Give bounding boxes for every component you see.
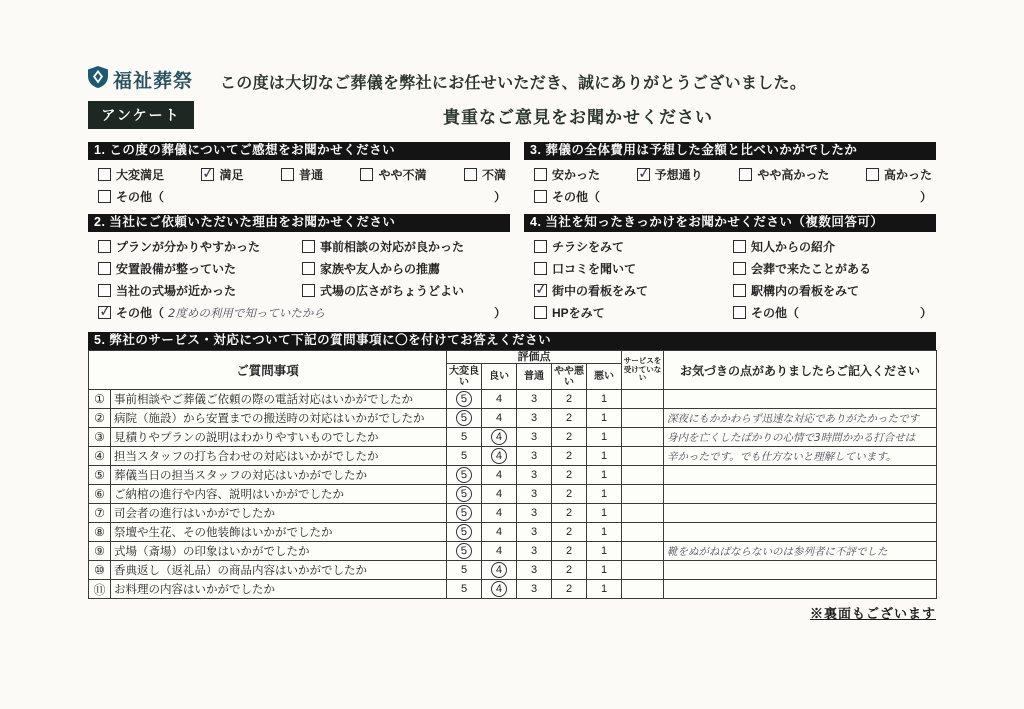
checkbox-option[interactable] — [281, 166, 323, 183]
option-label: 知人からの紹介 — [751, 240, 836, 254]
option-label: 満足 — [219, 168, 244, 182]
comment-cell[interactable] — [664, 485, 937, 504]
checkbox-unchecked-icon[interactable] — [534, 306, 547, 319]
rating-cell[interactable] — [447, 542, 482, 561]
row-number: ③ — [89, 428, 111, 447]
checkbox-option[interactable] — [464, 166, 506, 183]
rating-cell[interactable]: 2 — [552, 504, 587, 523]
checkbox-checked-icon[interactable] — [534, 284, 547, 297]
row-question: 祭壇や生花、その他装飾はいかがでしたか — [111, 523, 447, 542]
option-label: その他（ — [552, 190, 601, 204]
checkbox-option[interactable] — [98, 260, 302, 277]
no-service-cell[interactable] — [622, 542, 664, 561]
rating-cell[interactable]: 4 — [482, 542, 517, 561]
rating-cell[interactable]: 2 — [552, 542, 587, 561]
shield-logo-icon — [88, 66, 108, 93]
scale-label: 悪い — [587, 364, 622, 390]
comment-cell[interactable] — [664, 390, 937, 409]
scale-label: やや悪い — [552, 364, 587, 390]
question-sections — [88, 142, 936, 330]
checkbox-unchecked-icon[interactable] — [464, 168, 477, 181]
rating-cell[interactable] — [482, 561, 517, 580]
option-label: HPをみて — [552, 306, 605, 320]
company-name: 福祉葬祭 — [113, 71, 194, 92]
rating-cell[interactable]: 1 — [587, 390, 622, 409]
rating-cell[interactable]: 4 — [482, 466, 517, 485]
rating-cell[interactable]: 3 — [517, 466, 552, 485]
row-number: ⑪ — [89, 580, 111, 599]
option-row — [98, 303, 506, 322]
scale-label: 良い — [482, 364, 517, 390]
circled-rating: 5 — [455, 504, 472, 521]
rating-cell[interactable]: 3 — [517, 409, 552, 428]
rating-cell[interactable] — [447, 409, 482, 428]
option-label: 大変満足 — [116, 168, 165, 182]
row-number: ② — [89, 409, 111, 428]
checkbox-option[interactable] — [98, 304, 506, 321]
section-3-options — [524, 160, 936, 206]
rating-cell[interactable]: 1 — [587, 561, 622, 580]
option-row — [98, 259, 506, 278]
checkbox-unchecked-icon[interactable] — [534, 168, 547, 181]
rating-cell[interactable] — [447, 523, 482, 542]
survey-form — [88, 66, 936, 622]
rating-cell[interactable]: 1 — [587, 447, 622, 466]
circled-rating: 5 — [455, 485, 472, 502]
option-label: その他（ — [116, 306, 165, 320]
service-table-row — [89, 409, 937, 428]
checkbox-unchecked-icon[interactable] — [733, 306, 746, 319]
section-3-title: 3. 葬儀の全体費用は予想した金額と比べいかがでしたか — [524, 142, 936, 160]
option-row — [98, 165, 506, 184]
checkbox-unchecked-icon[interactable] — [733, 284, 746, 297]
checkbox-checked-icon[interactable] — [201, 168, 214, 181]
checkbox-unchecked-icon[interactable] — [360, 168, 373, 181]
service-table-row — [89, 542, 937, 561]
checkbox-unchecked-icon[interactable] — [739, 168, 752, 181]
rating-cell[interactable]: 2 — [552, 466, 587, 485]
row-number: ⑥ — [89, 485, 111, 504]
checkbox-option[interactable] — [733, 238, 932, 255]
option-label: その他（ — [116, 190, 165, 204]
checkbox-option[interactable] — [534, 238, 733, 255]
section-2-options — [88, 232, 510, 322]
row-number: ⑨ — [89, 542, 111, 561]
option-label: 家族や友人からの推薦 — [320, 262, 441, 276]
checkbox-option[interactable] — [733, 304, 932, 321]
scale-label: 大変良い — [447, 364, 482, 390]
service-table-row — [89, 390, 937, 409]
option-row — [534, 187, 932, 206]
option-label: 高かった — [883, 168, 932, 182]
comment-cell[interactable] — [664, 542, 937, 561]
option-label: 駅構内の看板をみて — [751, 284, 860, 298]
rating-cell[interactable] — [482, 580, 517, 599]
checkbox-option[interactable] — [534, 166, 600, 183]
option-row — [534, 281, 932, 300]
rating-cell[interactable]: 1 — [587, 466, 622, 485]
option-row — [534, 259, 932, 278]
right-column — [524, 142, 936, 330]
section-4-title: 4. 当社を知ったきっかけをお聞かせください（複数回答可） — [524, 214, 936, 232]
option-label: 事前相談の対応が良かった — [320, 240, 465, 254]
handwritten-comment: 辛かったです。でも仕方ないと理解しています。 — [667, 450, 897, 463]
questionnaire-badge: アンケート — [88, 101, 194, 129]
checkbox-unchecked-icon[interactable] — [534, 190, 547, 203]
scale-label: 普通 — [517, 364, 552, 390]
rating-cell[interactable] — [447, 504, 482, 523]
comment-cell[interactable] — [664, 409, 937, 428]
checkbox-unchecked-icon[interactable] — [281, 168, 294, 181]
rating-cell[interactable]: 3 — [517, 561, 552, 580]
checkbox-unchecked-icon[interactable] — [98, 284, 111, 297]
row-number: ⑧ — [89, 523, 111, 542]
handwritten-comment: 深夜にもかかわらず迅速な対応でありがたかったです — [667, 412, 920, 425]
checkbox-option[interactable] — [534, 188, 932, 205]
rating-cell[interactable]: 3 — [517, 504, 552, 523]
section-3 — [524, 142, 936, 206]
no-service-cell[interactable] — [622, 580, 664, 599]
section-1-title: 1. この度の葬儀についてご感想をお聞かせください — [88, 142, 510, 160]
checkbox-option[interactable] — [98, 188, 506, 205]
rating-cell[interactable]: 1 — [587, 580, 622, 599]
checkbox-unchecked-icon[interactable] — [98, 262, 111, 275]
option-label: 口コミを聞いて — [552, 262, 637, 276]
service-table-row — [89, 580, 937, 599]
section-4 — [524, 214, 936, 322]
option-row — [98, 237, 506, 256]
checkbox-option[interactable] — [739, 166, 829, 183]
rating-cell[interactable] — [482, 428, 517, 447]
comment-cell[interactable] — [664, 561, 937, 580]
rating-cell[interactable]: 1 — [587, 409, 622, 428]
service-rating-table — [88, 350, 937, 599]
section-2-title: 2. 当社にご依頼いただいた理由をお聞かせください — [88, 214, 510, 232]
rating-cell[interactable]: 2 — [552, 523, 587, 542]
circled-rating: 5 — [455, 466, 472, 483]
option-label: プランが分かりやすかった — [116, 240, 261, 254]
checkbox-option[interactable] — [201, 166, 243, 183]
row-question: 見積りやプランの説明はわかりやすいものでしたか — [111, 428, 447, 447]
other-handwritten-text: 2度めの利用で知っていたから — [168, 305, 325, 320]
no-service-cell[interactable] — [622, 466, 664, 485]
rating-cell[interactable] — [482, 447, 517, 466]
back-side-note: ※裏面もございます — [809, 606, 936, 621]
left-column — [88, 142, 510, 330]
rating-cell[interactable]: 1 — [587, 485, 622, 504]
no-service-column-header: サービスを受けていない — [622, 351, 664, 390]
row-number: ⑤ — [89, 466, 111, 485]
service-table-row — [89, 428, 937, 447]
checkbox-option[interactable] — [98, 238, 302, 255]
thanks-message: この度は大切なご葬儀を弊社にお任せいただき、誠にありがとうございました。 — [220, 75, 807, 92]
comment-cell[interactable] — [664, 428, 937, 447]
rating-cell[interactable]: 2 — [552, 485, 587, 504]
comment-cell[interactable] — [664, 580, 937, 599]
service-table-row — [89, 504, 937, 523]
close-paren: ） — [493, 306, 506, 320]
checkbox-unchecked-icon[interactable] — [866, 168, 879, 181]
row-number: ① — [89, 390, 111, 409]
row-question: 事前相談やご葬儀ご依頼の際の電話対応はいかがでしたか — [111, 390, 447, 409]
service-table-row — [89, 523, 937, 542]
option-row — [534, 165, 932, 184]
checkbox-unchecked-icon[interactable] — [302, 284, 315, 297]
checkbox-unchecked-icon[interactable] — [534, 262, 547, 275]
row-question: 香典返し（返礼品）の商品内容はいかがでしたか — [111, 561, 447, 580]
row-number: ⑦ — [89, 504, 111, 523]
rating-cell[interactable]: 1 — [587, 542, 622, 561]
rating-cell[interactable]: 3 — [517, 485, 552, 504]
rating-cell[interactable]: 2 — [552, 428, 587, 447]
company-logo — [88, 66, 220, 93]
rating-cell[interactable] — [447, 466, 482, 485]
checkbox-unchecked-icon[interactable] — [534, 240, 547, 253]
service-table-row — [89, 561, 937, 580]
checkbox-option[interactable] — [302, 282, 506, 299]
close-paren: ） — [919, 190, 932, 204]
row-question: 病院（施設）から安置までの搬送時の対応はいかがでしたか — [111, 409, 447, 428]
rating-cell[interactable]: 5 — [447, 447, 482, 466]
rating-cell[interactable]: 3 — [517, 428, 552, 447]
circled-rating: 5 — [455, 523, 472, 540]
circled-rating: 5 — [455, 542, 472, 559]
checkbox-option[interactable] — [98, 166, 164, 183]
no-service-cell[interactable] — [622, 409, 664, 428]
row-question: 式場（斎場）の印象はいかがでしたか — [111, 542, 447, 561]
option-label: 安置設備が整っていた — [116, 262, 237, 276]
row-question: 司会者の進行はいかがでしたか — [111, 504, 447, 523]
row-number: ④ — [89, 447, 111, 466]
rating-cell[interactable]: 3 — [517, 447, 552, 466]
rating-cell[interactable] — [447, 390, 482, 409]
comment-column-header: お気づきの点がありましたらご記入ください — [664, 351, 937, 390]
option-label: その他（ — [751, 306, 800, 320]
header-text-block — [220, 66, 936, 129]
option-label: 式場の広さがちょうどよい — [320, 284, 465, 298]
checkbox-option[interactable] — [534, 304, 733, 321]
rating-cell[interactable]: 2 — [552, 580, 587, 599]
option-row — [534, 303, 932, 322]
rating-cell[interactable]: 4 — [482, 523, 517, 542]
option-row — [98, 281, 506, 300]
question-column-header: ご質問事項 — [89, 351, 447, 390]
comment-cell[interactable] — [664, 504, 937, 523]
option-label: やや高かった — [757, 168, 830, 182]
section-5-title: 5. 弊社のサービス・対応について下記の質問事項に〇を付けてお答えください — [88, 332, 936, 350]
checkbox-option[interactable] — [733, 260, 932, 277]
rating-cell[interactable]: 4 — [482, 390, 517, 409]
option-label: 安かった — [552, 168, 601, 182]
row-question: 葬儀当日の担当スタッフの対応はいかがでしたか — [111, 466, 447, 485]
checkbox-option[interactable] — [534, 260, 733, 277]
circled-rating: 4 — [490, 580, 507, 597]
section-1 — [88, 142, 510, 206]
checkbox-unchecked-icon[interactable] — [98, 240, 111, 253]
option-label: 不満 — [481, 168, 506, 182]
handwritten-comment: 身内を亡くしたばかりの心情で3時間かかる打合せは — [667, 431, 916, 444]
option-row — [98, 187, 506, 206]
close-paren: ） — [919, 306, 932, 320]
circled-rating: 5 — [455, 409, 472, 426]
checkbox-unchecked-icon[interactable] — [733, 240, 746, 253]
rating-cell[interactable]: 3 — [517, 390, 552, 409]
service-table-body — [89, 390, 937, 599]
checkbox-option[interactable] — [637, 166, 703, 183]
brand-block — [88, 66, 220, 129]
eval-points-header: 評価点 — [447, 351, 622, 364]
option-label: 普通 — [298, 168, 323, 182]
circled-rating: 5 — [455, 390, 472, 407]
option-label: 当社の式場が近かった — [116, 284, 237, 298]
rating-cell[interactable]: 5 — [447, 428, 482, 447]
section-1-options — [88, 160, 510, 206]
circled-rating: 4 — [490, 428, 507, 445]
form-subtitle: 貴重なご意見をお聞かせください — [443, 108, 713, 127]
no-service-cell[interactable] — [622, 428, 664, 447]
rating-cell[interactable]: 3 — [517, 523, 552, 542]
no-service-cell[interactable] — [622, 485, 664, 504]
checkbox-unchecked-icon[interactable] — [98, 168, 111, 181]
rating-cell[interactable]: 4 — [482, 409, 517, 428]
no-service-cell[interactable] — [622, 523, 664, 542]
rating-cell[interactable]: 4 — [482, 504, 517, 523]
rating-cell[interactable]: 3 — [517, 542, 552, 561]
circled-rating: 4 — [490, 561, 507, 578]
option-label: 予想通り — [654, 168, 703, 182]
option-row — [534, 237, 932, 256]
checkbox-option[interactable] — [98, 282, 302, 299]
handwritten-comment: 靴をぬがねばならないのは参列者に不評でした — [667, 545, 888, 558]
checkbox-option[interactable] — [302, 238, 506, 255]
checkbox-unchecked-icon[interactable] — [302, 240, 315, 253]
comment-cell[interactable] — [664, 523, 937, 542]
option-label: やや不満 — [378, 168, 427, 182]
rating-cell[interactable] — [447, 485, 482, 504]
no-service-cell[interactable] — [622, 561, 664, 580]
rating-cell[interactable]: 5 — [447, 580, 482, 599]
checkbox-option[interactable] — [360, 166, 426, 183]
rating-cell[interactable]: 5 — [447, 561, 482, 580]
rating-cell[interactable]: 1 — [587, 428, 622, 447]
checkbox-option[interactable] — [866, 166, 932, 183]
checkbox-checked-icon[interactable] — [98, 306, 111, 319]
comment-cell[interactable] — [664, 466, 937, 485]
checkbox-unchecked-icon[interactable] — [733, 262, 746, 275]
checkbox-unchecked-icon[interactable] — [98, 190, 111, 203]
rating-cell[interactable]: 2 — [552, 447, 587, 466]
section-2 — [88, 214, 510, 322]
checkbox-option[interactable] — [302, 260, 506, 277]
row-number: ⑩ — [89, 561, 111, 580]
rating-cell[interactable]: 4 — [482, 485, 517, 504]
close-paren: ） — [493, 190, 506, 204]
rating-cell[interactable]: 2 — [552, 561, 587, 580]
option-label: チラシをみて — [552, 240, 625, 254]
checkbox-option[interactable] — [534, 282, 733, 299]
no-service-cell[interactable] — [622, 504, 664, 523]
comment-cell[interactable] — [664, 447, 937, 466]
no-service-cell[interactable] — [622, 447, 664, 466]
row-question: ご納棺の進行や内容、説明はいかがでしたか — [111, 485, 447, 504]
circled-rating: 4 — [490, 447, 507, 464]
row-question: 担当スタッフの打ち合わせの対応はいかがでしたか — [111, 447, 447, 466]
form-header — [88, 66, 936, 129]
option-label: 街中の看板をみて — [552, 284, 649, 298]
rating-cell[interactable]: 2 — [552, 390, 587, 409]
checkbox-checked-icon[interactable] — [637, 168, 650, 181]
checkbox-unchecked-icon[interactable] — [302, 262, 315, 275]
service-table-row — [89, 466, 937, 485]
rating-cell[interactable]: 1 — [587, 504, 622, 523]
section-4-options — [524, 232, 936, 322]
checkbox-option[interactable] — [733, 282, 932, 299]
service-table-row — [89, 447, 937, 466]
section-5 — [88, 332, 936, 599]
option-label: 会葬で来たことがある — [751, 262, 872, 276]
rating-cell[interactable]: 3 — [517, 580, 552, 599]
rating-cell[interactable]: 2 — [552, 409, 587, 428]
row-question: お料理の内容はいかがでしたか — [111, 580, 447, 599]
rating-cell[interactable]: 1 — [587, 523, 622, 542]
no-service-cell[interactable] — [622, 390, 664, 409]
service-table-row — [89, 485, 937, 504]
